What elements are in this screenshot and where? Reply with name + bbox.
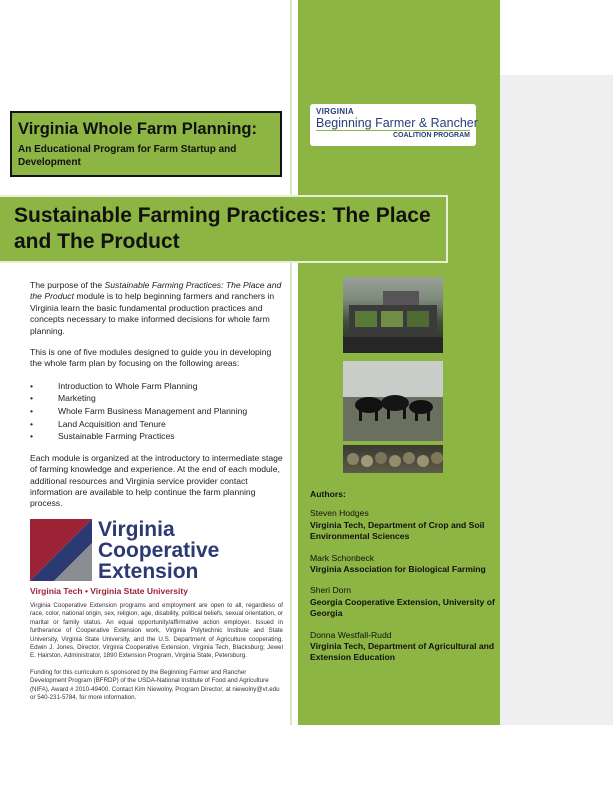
extension-word-3: Extension — [98, 560, 199, 583]
author-name: Steven Hodges — [310, 508, 369, 519]
green-column-divider — [290, 0, 292, 725]
program-subtitle: An Educational Program for Farm Startup and Development — [18, 144, 237, 168]
intro-paragraph-1 — [30, 280, 283, 337]
intro-p1-module-name: Sustainable Farming Practices: The Place and the Product — [30, 280, 282, 302]
program-title: Virginia Whole Farm Planning: — [18, 120, 257, 138]
vegetables-image — [343, 445, 443, 473]
extension-word-2: Cooperative — [98, 539, 220, 562]
extension-word-1: Virginia — [98, 518, 175, 541]
list-item-label: Marketing — [58, 393, 96, 404]
bullet-icon: • — [30, 393, 34, 404]
intro-p1-start: The purpose of the — [30, 280, 105, 290]
list-item-label: Land Acquisition and Tenure — [58, 418, 166, 429]
bullet-icon: • — [30, 418, 34, 429]
bullet-icon: • — [30, 431, 34, 442]
extension-wordmark — [98, 519, 219, 582]
intro-paragraph-3: Each module is organized at the introductory to intermediate stage of farming knowledge and experience. At the end of each module, additional resources and Virginia service provider contact information are available to help continue the farm planning process. — [30, 452, 283, 509]
author-name: Donna Westfall-Rudd — [310, 629, 392, 640]
logo-line-2: Beginning Farmer & Rancher — [316, 116, 478, 130]
author-entry — [310, 585, 495, 619]
extension-disclaimer: Virginia Cooperative Extension programs and employment are open to all, regardless of race, color, national origin, sex, religion, age, disability, political beliefs, sexual orientation, or marital or family status. An equal opportunity/affirmative action employer. Issued in furtherance of Cooperative Extension work, Virginia Polytechnic Institute and State University, Virginia State University, and the U.S. Department of Agriculture cooperating. Edwin J. Jones, Director, Virginia Cooperative Extension, Virginia Tech, Blacksburg; Jewel E. Hairston, Administrator, 1890 Extension Program, Virginia State, Petersburg. — [30, 602, 283, 660]
author-affiliation: Georgia Cooperative Extension, University of Georgia — [310, 596, 495, 619]
beginning-farmer-logo — [310, 104, 476, 146]
cattle-image — [343, 361, 443, 441]
list-item — [30, 405, 283, 418]
list-item-label: Whole Farm Business Management and Planning — [58, 406, 248, 417]
list-item — [30, 430, 283, 443]
bullet-icon: • — [30, 406, 34, 417]
vegetables-photo — [343, 445, 443, 473]
list-item — [30, 380, 283, 393]
author-name: Sheri Dorn — [310, 585, 352, 596]
extension-block — [30, 519, 283, 702]
logo-line-3: COALITION PROGRAM — [316, 130, 470, 140]
intro-text — [30, 280, 283, 520]
author-entry — [310, 553, 495, 576]
author-affiliation: Virginia Association for Biological Farming — [310, 564, 486, 575]
extension-mark-icon — [30, 519, 92, 581]
funding-note: Funding for this curriculum is sponsored by the Beginning Farmer and Rancher Development Program (BFRDP) of the USDA-National Institute of Food and Agriculture (NIFA), Award # 2010-49400. Contact Kim Niewolny, Program Director, at niewolny@vt.edu or 540-231-5784, for more information. — [30, 668, 280, 702]
module-title: Sustainable Farming Practices: The Place and The Product — [14, 204, 431, 253]
extension-logo — [30, 519, 283, 582]
list-item — [30, 418, 283, 431]
extension-universities: Virginia Tech • Virginia State University — [30, 586, 188, 596]
intro-paragraph-2: This is one of five modules designed to guide you in developing the whole farm plan by focusing on the following areas: — [30, 347, 272, 369]
intro-p1-end: module is to help beginning farmers and ranchers in Virginia learn the basic fundamental production practices and concepts necessary to make informed decisions for whole farm planning. — [30, 291, 275, 336]
list-item-label: Introduction to Whole Farm Planning — [58, 380, 198, 391]
logo-line-1: VIRGINIA — [316, 107, 354, 116]
cattle-photo — [343, 361, 443, 441]
list-item-label: Sustainable Farming Practices — [58, 431, 175, 442]
authors-heading: Authors: — [310, 489, 346, 499]
author-entry — [310, 630, 495, 664]
focus-area-list — [30, 380, 283, 443]
author-name: Mark Schonbeck — [310, 552, 375, 563]
authors-section — [310, 489, 495, 674]
truck-produce-image — [343, 277, 443, 353]
bullet-icon: • — [30, 380, 34, 391]
right-gray-panel — [500, 75, 613, 725]
module-title-banner — [0, 195, 448, 263]
program-title-box — [10, 111, 282, 177]
author-affiliation: Virginia Tech, Department of Agricultural and Extension Education — [310, 641, 495, 663]
author-affiliation: Virginia Tech, Department of Crop and Soil Environmental Sciences — [310, 519, 485, 542]
author-entry — [310, 508, 495, 542]
list-item — [30, 392, 283, 405]
truck-produce-photo — [343, 277, 443, 353]
